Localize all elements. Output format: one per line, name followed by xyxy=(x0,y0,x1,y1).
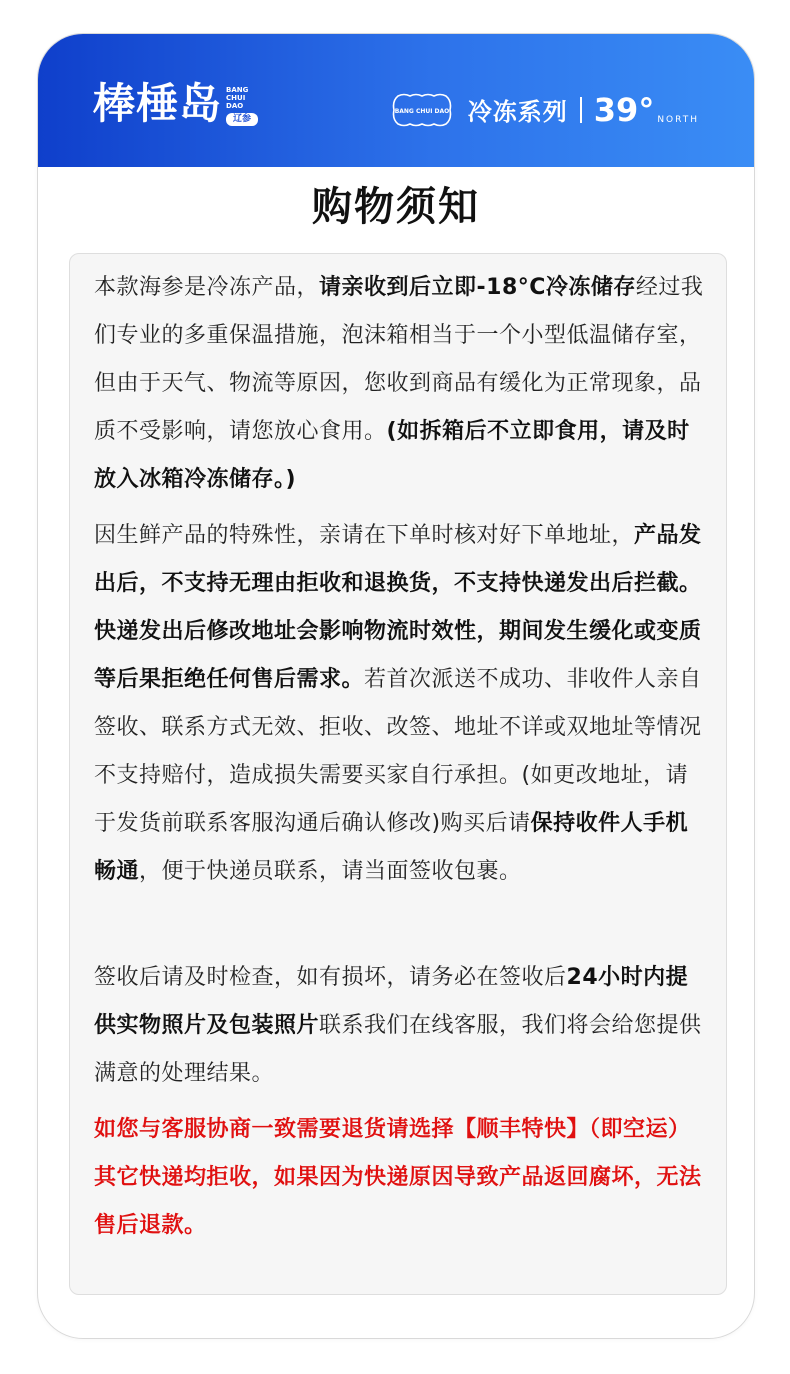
text-segment: 经过我们专业的多重保温措施，泡沫箱相当于一个小型低温储存室，但由于天气、物流等原因，您收到商品有缓化为正常现象，品质不受影响，请您放心食用。 xyxy=(94,275,704,444)
brand-side xyxy=(226,86,258,126)
text-segment: 若首次派送不成功、非收件人亲自签收、联系方式无效、拒收、改签、地址不详或双地址等情况不支持赔付，造成损失需要买家自行承担。(如更改地址，请于发货前联系客服沟通后确认修改)购买后请 xyxy=(94,667,702,836)
text-segment: 本款海参是冷冻产品， xyxy=(94,275,320,300)
paragraph-inspection xyxy=(94,954,710,1098)
series-label: 冷冻系列 xyxy=(467,98,568,126)
text-segment: 因生鲜产品的特殊性，亲请在下单时核对好下单地址， xyxy=(94,523,635,548)
paragraph-storage xyxy=(94,264,710,504)
paragraph-return-warning xyxy=(94,1106,710,1250)
bold-segment: 24小时内提供实物照片及包装照片 xyxy=(94,965,689,1038)
brand-badge: 辽参 xyxy=(226,113,258,126)
bold-segment: 请亲收到后立即-18°C冷冻储存 xyxy=(319,275,636,300)
brand-pinyin: BANG CHUI DAO xyxy=(226,86,249,110)
text-segment: 签收后请及时检查，如有损坏，请务必在签收后 xyxy=(94,965,567,990)
divider xyxy=(580,97,582,123)
warning-text: 如您与客服协商一致需要退货请选择【顺丰特快】（即空运）其它快递均拒收，如果因为快递原因导致产品返回腐坏，无法售后退款。 xyxy=(94,1117,702,1238)
paragraph-delivery xyxy=(94,512,710,896)
brand-header xyxy=(38,34,754,167)
seal-text: BANG CHUI DAO xyxy=(394,107,450,115)
brand-name: 棒棰岛 xyxy=(93,79,223,128)
brand-logo xyxy=(93,80,258,128)
series-info xyxy=(390,92,699,127)
text-segment: ，便于快递员联系，请当面签收包裹。 xyxy=(139,859,522,884)
latitude-degree: 39° xyxy=(593,90,655,129)
text-segment: 联系我们在线客服，我们将会给您提供满意的处理结果。 xyxy=(94,1013,702,1086)
bold-segment: (如拆箱后不立即食用，请及时放入冰箱冷冻储存。) xyxy=(94,419,690,492)
page-title: 购物须知 xyxy=(312,184,480,230)
seal-icon xyxy=(390,93,454,127)
notice-card xyxy=(37,33,755,1339)
latitude-north: NORTH xyxy=(657,115,699,125)
bold-segment: 产品发出后，不支持无理由拒收和退换货，不支持快递发出后拦截。快递发出后修改地址会影响物流时效性，期间发生缓化或变质等后果拒绝任何售后需求。 xyxy=(94,523,702,692)
bold-segment: 保持收件人手机畅通 xyxy=(94,811,689,884)
notice-content xyxy=(69,253,727,1295)
